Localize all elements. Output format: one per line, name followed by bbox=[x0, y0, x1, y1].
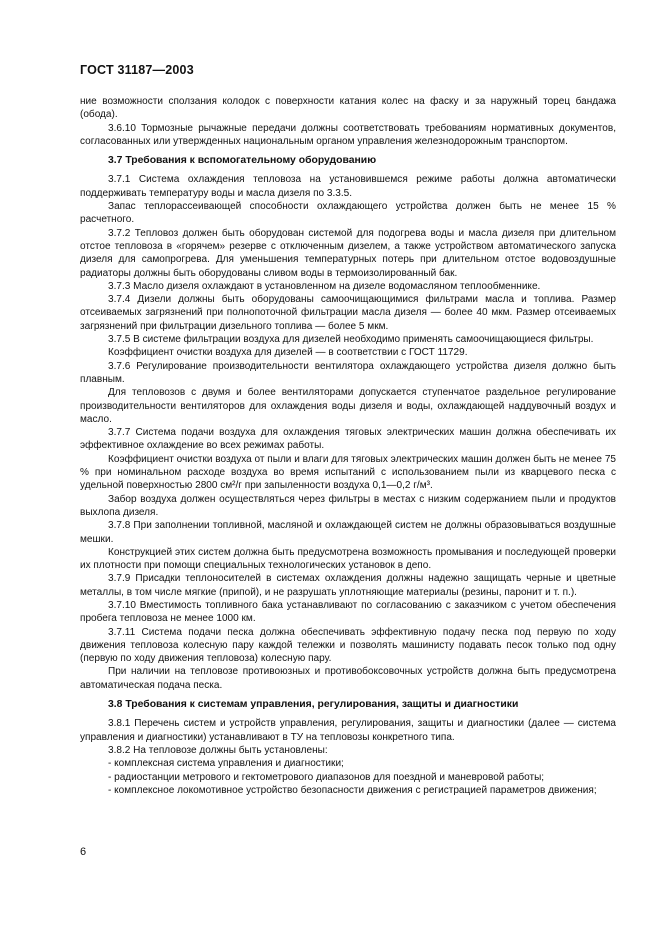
paragraph: При наличии на тепловозе противоюзных и противобоксовочных устройств должна быть предусмотрена автоматическая подача песка. bbox=[80, 666, 616, 691]
paragraph-3-7-2: 3.7.2 Тепловоз должен быть оборудован системой для подогрева воды и масла дизеля при длительном отстое тепловоза в «горячем» резерве с отключенным дизелем, а также устройством автоматического запуска дизеля для самопрогрева. Для уменьшения температурных потерь при длительном отстое водовоздушные радиаторы должны быть оборудованы сливом воды в термоизолированный бак. bbox=[80, 227, 616, 279]
paragraph: Коэффициент очистки воздуха для дизелей — в соответствии с ГОСТ 11729. bbox=[108, 347, 468, 359]
paragraph-3-8-1: 3.8.1 Перечень систем и устройств управления, регулирования, защиты и диагностики (далее — система управления и диагностики) устанавливают в ТУ на тепловозы конкретного типа. bbox=[80, 718, 616, 743]
paragraph: Забор воздуха должен осуществляться через фильтры в местах с низким содержанием пыли и продуктов выхлопа дизеля. bbox=[80, 493, 616, 518]
paragraph-3-7-8: 3.7.8 При заполнении топливной, масляной и охлаждающей систем не должны образовываться воздушные мешки. bbox=[80, 520, 616, 545]
paragraph: Коэффициент очистки воздуха от пыли и влаги для тяговых электрических машин должен быть не менее 75 % при номинальном расходе воздуха во время испытаний с использованием пыли из кварцевого песка с удельной поверхностью 2800 см²/г при запыленности воздуха 0,1—0,2 г/м³. bbox=[80, 453, 616, 492]
paragraph-3-7-7: 3.7.7 Система подачи воздуха для охлаждения тяговых электрических машин должна обеспечивать их эффективное охлаждение во всех режимах работы. bbox=[80, 427, 616, 452]
document-header: ГОСТ 31187—2003 bbox=[80, 63, 194, 77]
paragraph: Запас теплорассеивающей способности охлаждающего устройства должен быть не менее 15 % расчетного. bbox=[80, 201, 616, 226]
paragraph-3-7-9: 3.7.9 Присадки теплоносителей в системах охлаждения должны надежно защищать черные и цветные металлы, в том числе мягкие (припой), и не разрушать уплотняющие материалы (резины, паронит и т. п.). bbox=[80, 573, 616, 598]
list-item: - комплексное локомотивное устройство безопасности движения с регистрацией параметров движения; bbox=[108, 784, 597, 796]
paragraph-3-7-11: 3.7.11 Система подачи песка должна обеспечивать эффективную подачу песка под первую по ходу движения тепловоза колесную пару каждой тележки и позволять машинисту подавать песок только под одну (первую по ходу движения тепловоза) колесную пару. bbox=[80, 626, 616, 665]
paragraph-3-7-10: 3.7.10 Вместимость топливного бака устанавливают по согласованию с заказчиком с учетом обеспечения пробега тепловоза не менее 1000 км. bbox=[80, 599, 616, 625]
paragraph-3-7-4: 3.7.4 Дизели должны быть оборудованы самоочищающимися фильтрами масла и топлива. Размер отсеиваемых загрязнений при полнопоточной фильтрации масла дизеля — более 40 мкм. Размер отсеиваемых загрязнений при фильтрации дизельного топлива — более 5 мкм. bbox=[80, 294, 616, 332]
list-item: - радиостанции метрового и гектометрового диапазонов для поездной и маневровой работы; bbox=[108, 771, 545, 783]
paragraph-3-7-5: 3.7.5 В системе фильтрации воздуха для дизелей необходимо применять самоочищающиеся фильтры. bbox=[108, 334, 594, 346]
paragraph-3-8-2: 3.8.2 На тепловозе должны быть установлены: bbox=[108, 744, 328, 756]
paragraph: Для тепловозов с двумя и более вентиляторами допускается ступенчатое раздельное регулирование производительности вентиляторов для охлаждения воды дизеля и воды, охлаждающей наддувочный воздух и масло. bbox=[80, 387, 616, 425]
paragraph-3-7-6: 3.7.6 Регулирование производительности вентилятора охлаждающего устройства дизеля должно быть плавным. bbox=[80, 360, 616, 385]
page-number: 6 bbox=[80, 846, 87, 858]
paragraph-3-7-3: 3.7.3 Масло дизеля охлаждают в установленном на дизеле водомасляном теплообменнике. bbox=[108, 280, 541, 292]
document-body bbox=[80, 95, 616, 797]
paragraph-3-7-1: 3.7.1 Система охлаждения тепловоза на установившемся режиме работы должна автоматически поддерживать температуру воды и масла дизеля по 3.3.5. bbox=[80, 174, 616, 199]
section-heading-3-7: 3.7 Требования к вспомогательному оборудованию bbox=[108, 155, 377, 167]
section-heading-3-8: 3.8 Требования к системам управления, регулирования, защиты и диагностики bbox=[108, 699, 519, 711]
list-item: - комплексная система управления и диагностики; bbox=[108, 758, 344, 770]
paragraph-continuation: ние возможности сползания колодок с поверхности катания колес на фаску и за наружный торец бандажа (обода). bbox=[80, 96, 616, 121]
paragraph-3-6-10: 3.6.10 Тормозные рычажные передачи должны соответствовать требованиям нормативных документов, согласованных или утвержденных национальным органом управления железнодорожным транспортом. bbox=[80, 122, 616, 147]
paragraph: Конструкцией этих систем должна быть предусмотрена возможность промывания и последующей проверки их плотности при помощи специальных технологических установок в депо. bbox=[80, 546, 616, 572]
